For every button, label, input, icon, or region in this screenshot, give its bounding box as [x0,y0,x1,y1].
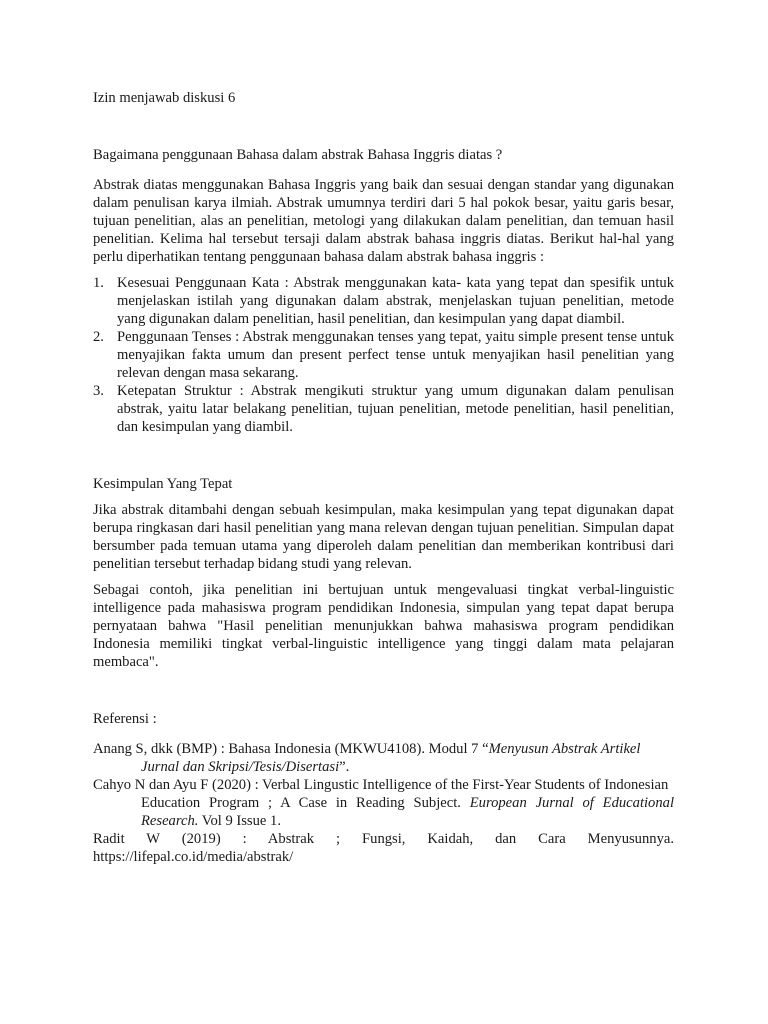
reference-item-1 [93,740,674,776]
reference-url[interactable]: https://lifepal.co.id/media/abstrak/ [93,849,294,865]
document-body [93,89,674,866]
reference-text: Cahyo N dan Ayu F (2020) : Verbal Lingustic Intelligence of the First-Year Students of Indonesian [93,777,669,793]
conclusion-heading: Kesimpulan Yang Tepat [93,476,233,492]
list-item-text: Penggunaan Tenses : Abstrak menggunakan tenses yang tepat, yaitu simple present tense untuk menyajikan fakta umum dan present perfect tense untuk menyajikan hasil penelitian yang relevan dengan masa sekarang. [117,329,674,381]
list-number: 2. [93,329,104,345]
list-item [93,382,674,436]
list-number: 1. [93,275,104,291]
reference-continuation [93,794,674,830]
points-list [93,274,674,436]
greeting-text: Izin menjawab diskusi 6 [93,90,236,106]
conclusion-paragraph-1: Jika abstrak ditambahi dengan sebuah kesimpulan, maka kesimpulan yang tepat digunakan dapat berupa ringkasan dari hasil penelitian yang mana relevan dengan tujuan penelitian. Simpulan dapat bersumber pada temuan utama yang diperoleh dalam penelitian dan memberikan kontribusi dari penelitian tersebut terhadap bidang studi yang relevan. [93,502,674,572]
section-spacer [93,436,674,475]
journal-title: European Jurnal of Educational [469,795,674,811]
list-item-text: Kesesuai Penggunaan Kata : Abstrak menggunakan kata- kata yang tepat dan spesifik untuk menjelaskan istilah yang digunakan dalam abstrak, menjelaskan tujuan penelitian, metode yang digunakan dalam penelitian, hasil penelitian, dan kesimpulan yang dapat diambil. [117,275,674,327]
journal-title: Research. [141,813,199,829]
reference-item-3 [93,830,674,866]
list-number: 3. [93,383,104,399]
reference-item-2 [93,776,674,830]
reference-continuation [93,758,674,776]
references-heading: Referensi : [93,711,157,727]
question-text: Bagaimana penggunaan Bahasa dalam abstrak Bahasa Inggris diatas ? [93,147,503,163]
reference-text: Education Program ; A Case in Reading Subject. [141,795,470,811]
reference-title: Jurnal dan Skripsi/Tesis/Disertasi [141,759,340,775]
section-spacer [93,671,674,710]
conclusion-paragraph-2: Sebagai contoh, jika penelitian ini bertujuan untuk mengevaluasi tingkat verbal-linguistic intelligence pada mahasiswa program pendidikan Indonesia, simpulan yang tepat dapat berupa pernyataan bahwa "Hasil penelitian menunjukkan bahwa mahasiswa program pendidikan Indonesia memiliki tingkat verbal-linguistic intelligence yang tinggi dalam mata pelajaran membaca". [93,582,674,670]
list-item [93,274,674,328]
reference-text: Vol 9 Issue 1. [198,813,281,829]
intro-paragraph: Abstrak diatas menggunakan Bahasa Inggris yang baik dan sesuai dengan standar yang digunakan dalam penulisan karya ilmiah. Abstrak umumnya terdiri dari 5 hal pokok besar, yaitu garis besar, tujuan penelitian, alas an penelitian, metologi yang dilakukan dalam penelitian, dan temuan hasil penelitian. Kelima hal tersebut tersaji dalam abstrak bahasa inggris diatas. Berikut hal-hal yang perlu diperhatikan tentang penggunaan bahasa dalam abstrak bahasa inggris : [93,177,674,265]
reference-text: ”. [339,759,350,775]
list-item [93,328,674,382]
list-item-text: Ketepatan Struktur : Abstrak mengikuti struktur yang umum digunakan dalam penulisan abstrak, yaitu latar belakang penelitian, tujuan penelitian, metode penelitian, hasil penelitian, dan kesimpulan yang diambil. [117,383,674,435]
reference-text: Radit W (2019) : Abstrak ; Fungsi, Kaidah, dan Cara Menyusunnya. [93,831,674,847]
reference-title: Menyusun Abstrak Artikel [488,741,641,757]
reference-text: Anang S, dkk (BMP) : Bahasa Indonesia (MKWU4108). Modul 7 “ [93,741,489,757]
